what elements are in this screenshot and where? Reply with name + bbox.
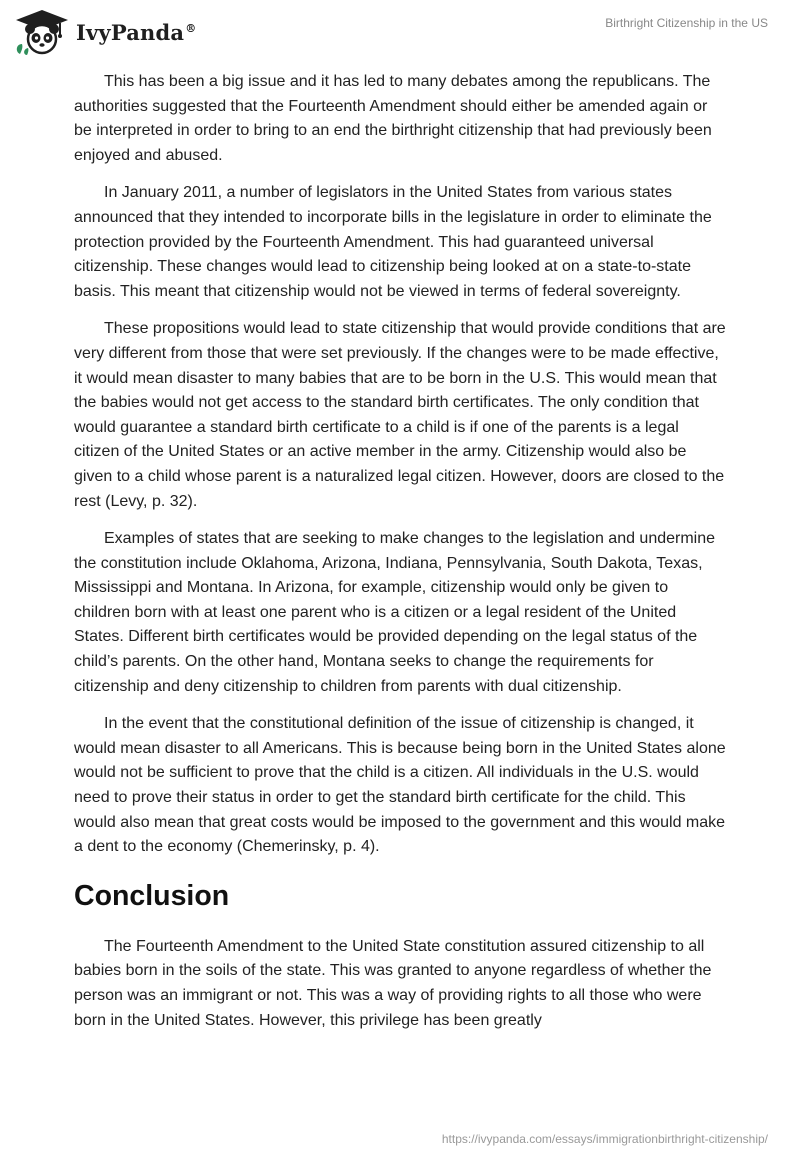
- page-header: [0, 0, 800, 70]
- panda-graduate-icon: [14, 8, 70, 56]
- source-url[interactable]: https://ivypanda.com/essays/immigrationbirthright-citizenship/: [441, 1132, 768, 1146]
- brand-name: IvyPanda®: [76, 19, 197, 45]
- body-paragraph-2: In January 2011, a number of legislators in the United States from various states announced that they intended to incorporate bills in the legislature in order to eliminate the protection provided by the Fourteenth Amendment. This had guaranteed universal citizenship. These changes would lead to citizenship being looked at on a state-to-state basis. This meant that citizenship would not be viewed in terms of federal sovereignty.: [74, 184, 712, 300]
- body-paragraph-3: These propositions would lead to state citizenship that would provide conditions that are very different from those that were set previously. If the changes were to be made effective, it would mean disaster to many babies that are to be born in the U.S. This would mean that the babies would not get access to the standard birth certificates. The only condition that would guarantee a standard birth certificate to a child is if one of the parents is a legal citizen of the United States or an active member in the army. Citizenship would also be given to a child whose parent is a naturalized legal citizen. However, doors are closed to the rest (Levy, p. 32).: [74, 320, 726, 510]
- body-paragraph-1: This has been a big issue and it has led to many debates among the republicans. The authorities suggested that the Fourteenth Amendment should either be amended again or be interpreted in order to bring to an end the birthright citizenship that had previously been enjoyed and abused.: [74, 73, 712, 164]
- body-paragraph-5: In the event that the constitutional definition of the issue of citizenship is changed, it would mean disaster to all Americans. This is because being born in the United States alone would not be sufficient to prove that the child is a citizen. All individuals in the U.S. would need to prove their status in order to get the standard birth certificate for the child. This would also mean that great costs would be imposed to the government and this would make a dent to the economy (Chemerinsky, p. 4).: [74, 715, 726, 856]
- document-title: Birthright Citizenship in the US: [605, 16, 768, 30]
- registered-mark: ®: [185, 21, 197, 35]
- ivypanda-logo[interactable]: [14, 8, 196, 56]
- essay-body: [74, 70, 726, 1046]
- body-paragraph-4: Examples of states that are seeking to make changes to the legislation and undermine the constitution include Oklahoma, Arizona, Indiana, Pennsylvania, South Dakota, Texas, Mississippi and Montana. In Arizona, for example, citizenship would only be given to children born with at least one parent who is a citizen or a legal resident of the United States. Different birth certificates would be provided depending on the legal status of the child’s parents. On the other hand, Montana seeks to change the requirements for citizenship and deny citizenship to children from parents with dual citizenship.: [74, 530, 716, 695]
- conclusion-paragraph: The Fourteenth Amendment to the United State constitution assured citizenship to all babies born in the soils of the state. This was granted to anyone regardless of whether the person was an immigrant or not. This was a way of providing rights to all those who were born in the United States. However, this privilege has been greatly: [74, 937, 712, 1029]
- conclusion-heading: Conclusion: [74, 879, 230, 912]
